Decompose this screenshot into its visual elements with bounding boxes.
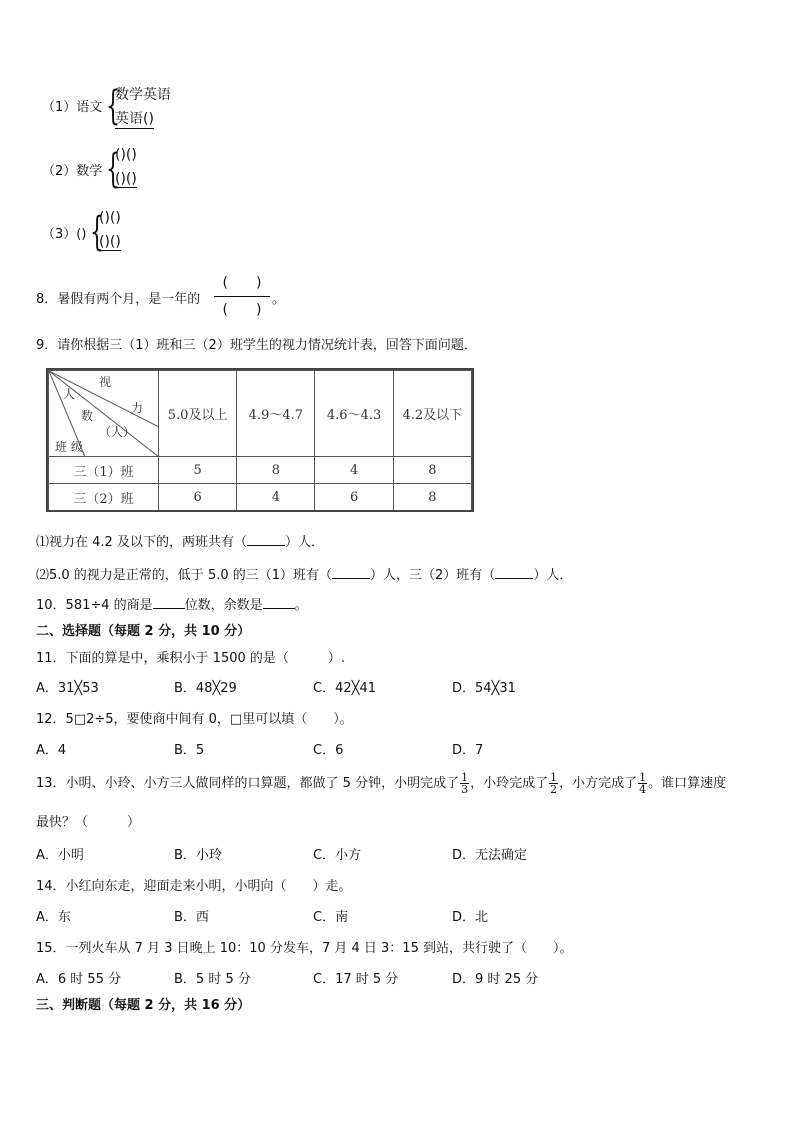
q15-option-c[interactable]: C．17 时 5 分 xyxy=(313,972,399,987)
q13-option-c[interactable]: C．小方 xyxy=(313,848,362,863)
table-cell: 6 xyxy=(315,484,393,511)
q15-option-d[interactable]: D．9 时 25 分 xyxy=(452,972,539,987)
q15-text: 15．一列火车从 7 月 3 日晚上 10：10 分发车，7 月 4 日 3：15 到站，共行驶了（ ）。 xyxy=(36,941,573,956)
q7-item1-bottom xyxy=(115,108,154,129)
answer-blank[interactable] xyxy=(332,578,370,579)
header-cell: 4.9～4.7 xyxy=(237,371,315,457)
section2-heading: 二、选择题（每题 2 分，共 10 分） xyxy=(36,624,251,639)
q12-text: 12．5□2÷5，要使商中间有 0，□里可以填（ ）。 xyxy=(36,712,353,727)
q13-option-d[interactable]: D．无法确定 xyxy=(452,848,528,863)
q13-c: ，小方完成了 xyxy=(559,776,638,791)
q7-item3-bottom-text: ()() xyxy=(99,234,121,250)
q12-option-b[interactable]: B．5 xyxy=(174,743,205,758)
q9-sub2 xyxy=(36,564,572,583)
q11-text: 11．下面的算是中，乘积小于 1500 的是（ ）. xyxy=(36,651,346,666)
q10-b: 位数，余数是 xyxy=(184,598,263,613)
q9-sub2-a: ⑵5.0 的视力是正常的，低于 5.0 的三（1）班有（ xyxy=(36,568,333,583)
q8-numerator: ( ) xyxy=(222,275,262,291)
q8-fraction-bar xyxy=(214,296,270,297)
q11-option-d[interactable]: D．54╳31 xyxy=(452,681,516,696)
q13-b: ，小玲完成了 xyxy=(470,776,549,791)
corner-ren: 人 xyxy=(63,387,76,401)
corner-banji: 班 级 xyxy=(55,440,83,454)
q15-option-a[interactable]: A．6 时 55 分 xyxy=(36,972,122,987)
q8-denominator: ( ) xyxy=(222,302,262,318)
fraction-one-third: $\frac{1}{3}$ xyxy=(461,771,469,796)
corner-shi: 视 xyxy=(99,375,112,389)
table-cell: 5 xyxy=(159,457,237,484)
q12-option-c[interactable]: C．6 xyxy=(313,743,344,758)
table-row xyxy=(49,457,472,484)
q7-item1-label: （1）语文 xyxy=(42,100,103,115)
q10-c: 。 xyxy=(294,598,308,613)
q8-text: 8．暑假有两个月，是一年的 xyxy=(36,292,201,307)
table-cell: 4 xyxy=(315,457,393,484)
q9-text: 9．请你根据三（1）班和三（2）班学生的视力情况统计表，回答下面问题． xyxy=(36,338,477,353)
q7-item2-bottom-text: ()() xyxy=(115,171,137,187)
brace-icon: { xyxy=(106,146,120,192)
q13-a: 13．小明、小玲、小方三人做同样的口算题，都做了 5 分钟，小明完成了 xyxy=(36,776,460,791)
q10-a: 10．581÷4 的商是 xyxy=(36,598,153,613)
q12-option-d[interactable]: D．7 xyxy=(452,743,484,758)
q14-option-a[interactable]: A．东 xyxy=(36,910,71,925)
row-label: 三（1）班 xyxy=(49,457,159,484)
q13-line2: 最快？（ ） xyxy=(36,815,141,830)
q7-item3-top: ()() xyxy=(99,210,121,226)
q13-option-a[interactable]: A．小明 xyxy=(36,848,84,863)
brace-icon: { xyxy=(106,83,120,129)
section3-heading: 三、判断题（每题 2 分，共 16 分） xyxy=(36,998,251,1013)
corner-shu: 数 xyxy=(81,409,94,423)
answer-blank[interactable] xyxy=(495,578,533,579)
table-cell: 8 xyxy=(393,457,471,484)
header-cell: 4.6～4.3 xyxy=(315,371,393,457)
q9-sub1-a: ⑴视力在 4.2 及以下的，两班共有（ xyxy=(36,535,247,550)
q14-option-c[interactable]: C．南 xyxy=(313,910,349,925)
row-label: 三（2）班 xyxy=(49,484,159,511)
fraction-one-quarter: $\frac{1}{4}$ xyxy=(639,771,647,796)
q7-item3-bottom xyxy=(99,234,121,251)
fraction-one-half: $\frac{1}{2}$ xyxy=(550,771,558,796)
q9-sub2-b: ）人，三（2）班有（ xyxy=(370,568,496,583)
q12-option-a[interactable]: A．4 xyxy=(36,743,67,758)
q7-item2-label: （2）数学 xyxy=(42,164,103,179)
answer-blank[interactable] xyxy=(153,608,185,609)
q11-option-b[interactable]: B．48╳29 xyxy=(174,681,237,696)
q13-line1 xyxy=(36,772,726,795)
q14-option-b[interactable]: B．西 xyxy=(174,910,209,925)
vision-table xyxy=(48,370,472,511)
brace-icon: { xyxy=(90,209,104,255)
q14-text: 14．小红向东走，迎面走来小明，小明向（ ）走。 xyxy=(36,879,352,894)
answer-blank[interactable] xyxy=(247,545,285,546)
answer-blank[interactable] xyxy=(263,608,295,609)
q11-option-c[interactable]: C．42╳41 xyxy=(313,681,376,696)
q13-d: 。谁口算速度 xyxy=(648,776,727,791)
q7-item2-top: ()() xyxy=(115,147,137,163)
table-cell: 6 xyxy=(159,484,237,511)
corner-li: 力 xyxy=(131,401,144,415)
table-row xyxy=(49,484,472,511)
header-cell: 4.2及以下 xyxy=(393,371,471,457)
q7-item2-bottom xyxy=(115,171,137,188)
header-cell: 5.0及以上 xyxy=(159,371,237,457)
q9-sub2-c: ）人． xyxy=(533,568,573,583)
corner-ren-paren: （人） xyxy=(99,425,136,439)
q8-end: 。 xyxy=(272,292,286,307)
table-cell: 8 xyxy=(393,484,471,511)
q13-option-b[interactable]: B．小玲 xyxy=(174,848,222,863)
q11-option-a[interactable]: A．31╳53 xyxy=(36,681,99,696)
table-cell: 4 xyxy=(237,484,315,511)
q10 xyxy=(36,594,308,613)
q7-item1-bottom-text: 英语() xyxy=(115,108,154,129)
q7-item3-label: （3）() xyxy=(42,227,87,242)
q14-option-d[interactable]: D．北 xyxy=(452,910,489,925)
table-corner-cell xyxy=(49,371,159,457)
q9-sub1-b: ）人． xyxy=(284,535,324,550)
q7-item1-top: 数学英语 xyxy=(115,87,171,103)
q15-option-b[interactable]: B．5 时 5 分 xyxy=(174,972,251,987)
table-cell: 8 xyxy=(237,457,315,484)
q9-sub1 xyxy=(36,531,324,550)
